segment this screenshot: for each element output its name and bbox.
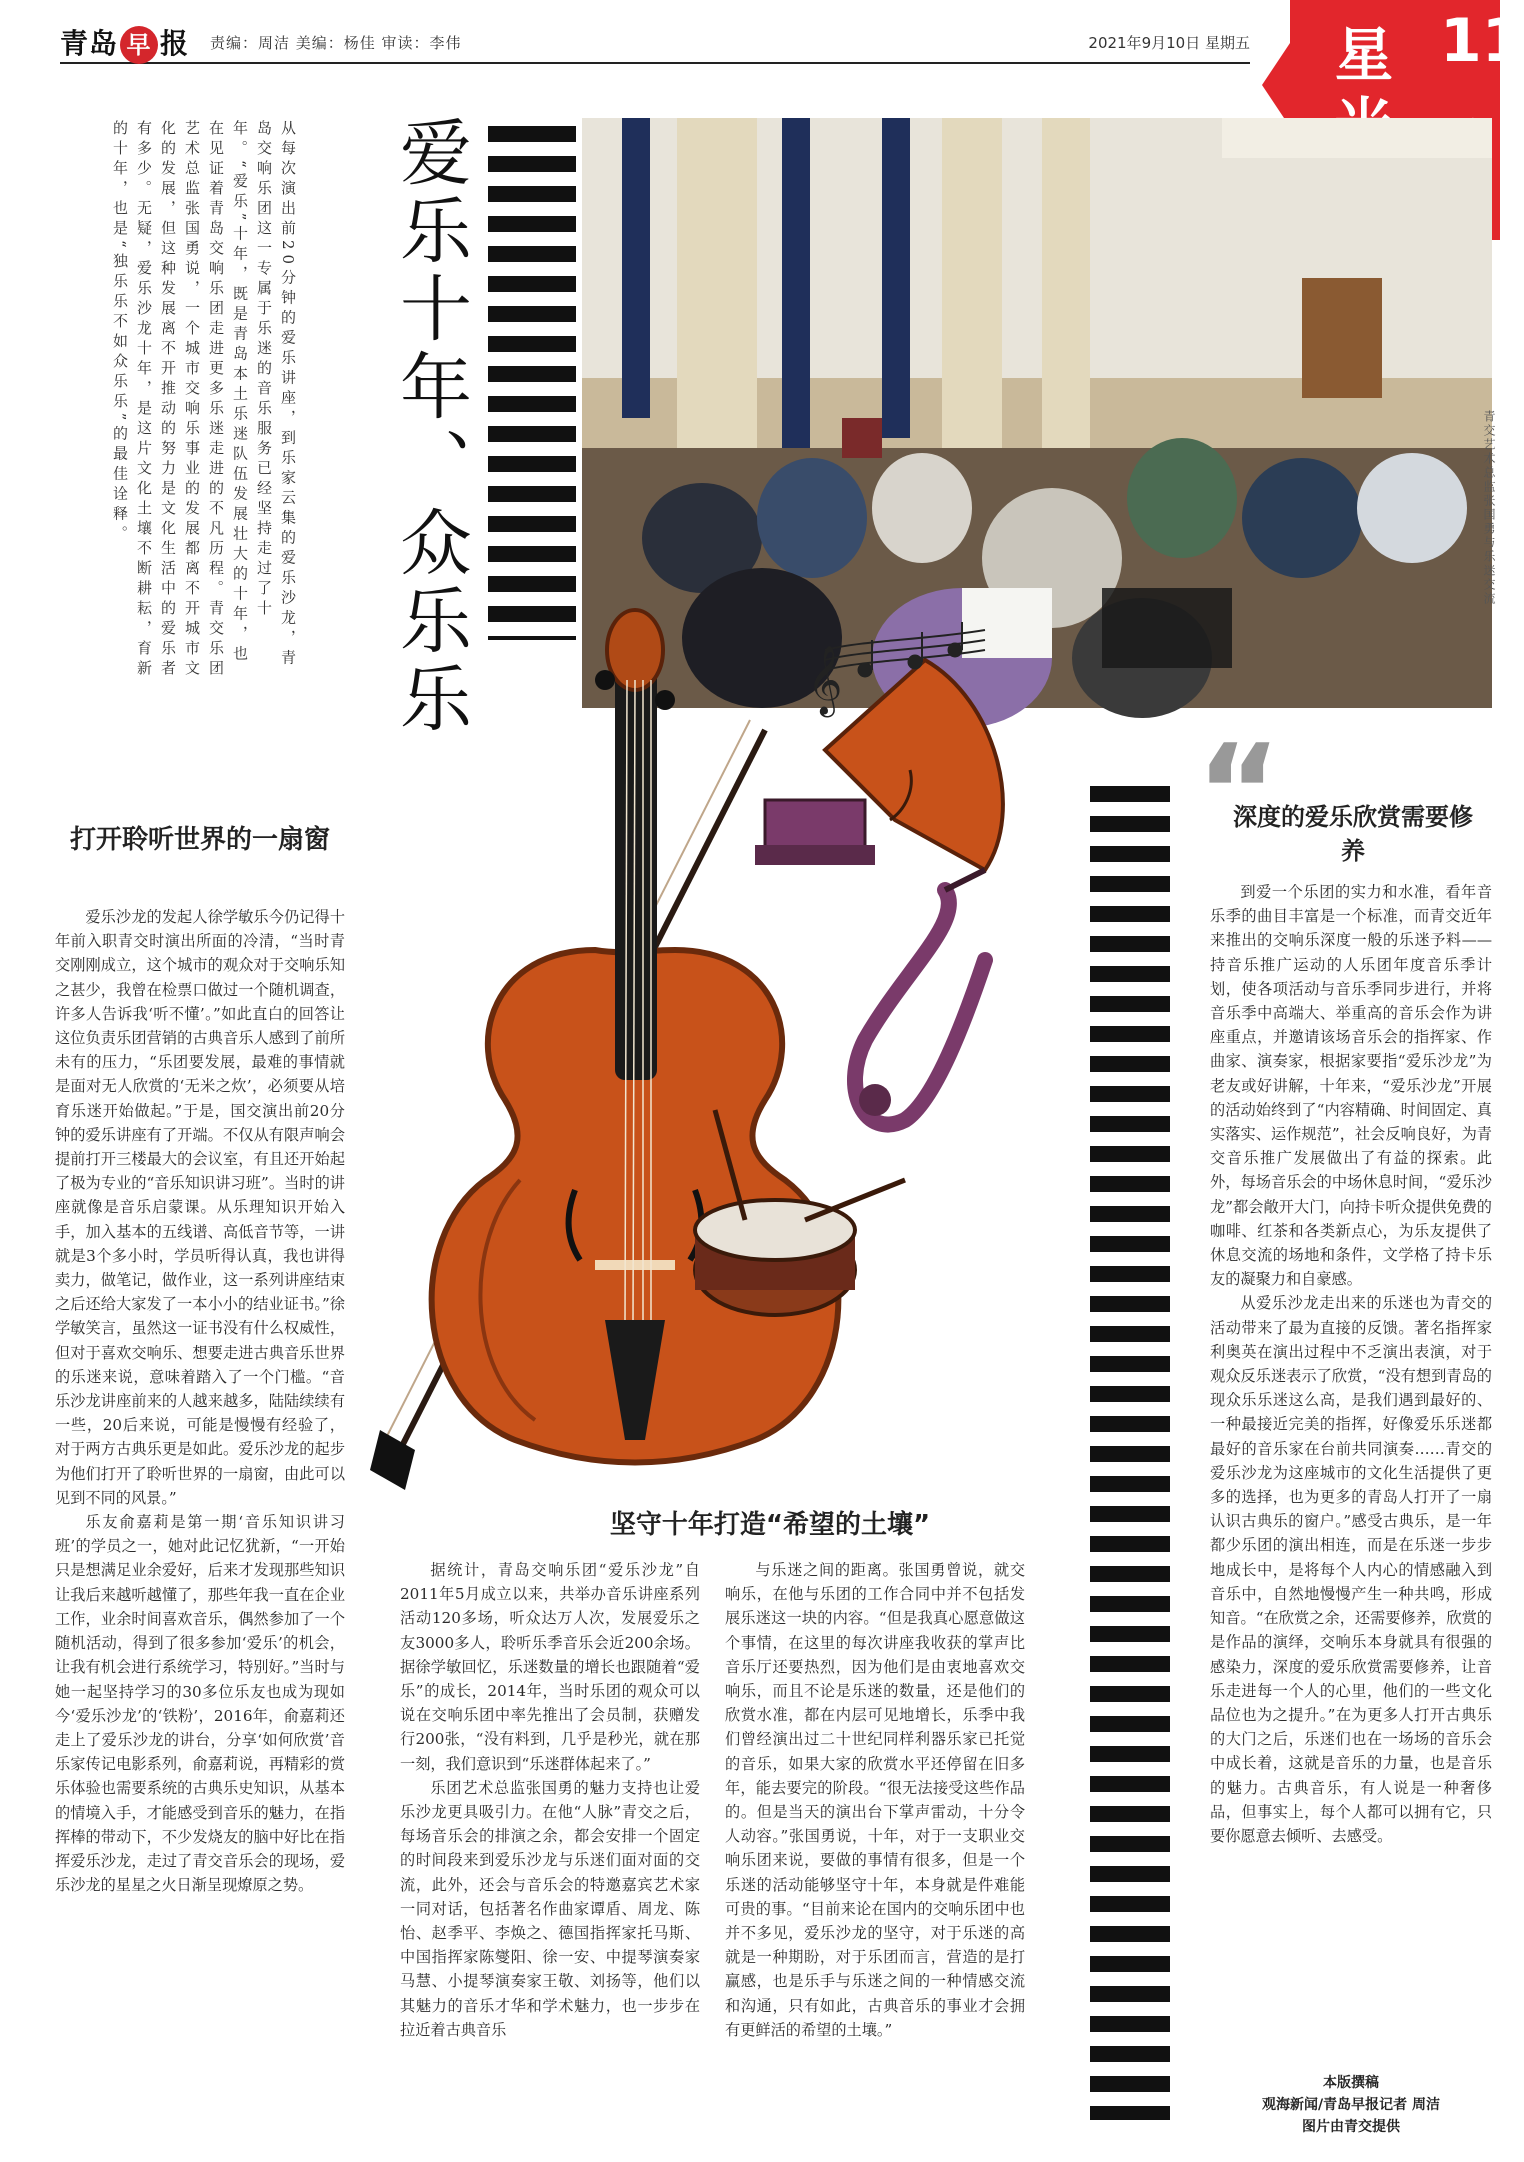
- paragraph: 到爱一个乐团的实力和水准，看年音乐季的曲目丰富是一个标准，而青交近年来推出的交响乐深度一般的乐迷予料——持音乐推广运动的人乐团年度音乐季计划，使各项活动与音乐季同步进行，并将音乐季中高端大、举重高的音乐会作为讲座重点，并邀请该场音乐会的指挥家、作曲家、演奏家，根据家要指“爱乐沙龙”为老友或好讲解，十年来，“爱乐沙龙”开展的活动始终到了“内容精确、时间固定、真实落实、运作规范”，社会反响良好，为青交音乐推广发展做出了有益的探索。此外，每场音乐会的中场休息时间，“爱乐沙龙”都会敞开大门，向持卡听众提供免费的咖啡、红茶和各类新点心，为乐友提供了休息交流的场地和条件，文学格了持卡乐友的凝聚力和自豪感。: [1210, 883, 1492, 1289]
- section-heading-2: 坚守十年打造“希望的土壤”: [609, 1510, 931, 1540]
- newspaper-logo: [60, 22, 189, 64]
- section-tag-pointer: [1262, 40, 1292, 130]
- article-column-1: [55, 905, 345, 2145]
- article-column-3: [725, 1558, 1025, 2138]
- section-heading-3: 深度的爱乐欣赏需要修养: [1233, 803, 1473, 865]
- intro-text: 从每次演出前20分钟的爱乐讲座，到乐家云集的爱乐沙龙，青岛交响乐团这一专属于乐迷的音乐服务已经坚持走过了十年。“爱乐”十年，既是青岛本土乐迷队伍发展壮大的十年，也在见证着青岛交响乐团走进更多乐迷走进的不凡历程。青交乐团艺术总监张国勇说，一个城市交响乐事业的发展都离不开城市文化的发展，但这种发展离不开推动的努力是文化生活中的爱乐者有多少。无疑，爱乐沙龙十年，是这片文化土壤不断耕耘，育新的十年，也是“独乐乐不如众乐乐”的最佳诠释。: [111, 120, 297, 680]
- logo-text-mid: 早: [120, 26, 158, 64]
- logo-text-left: 青岛: [60, 27, 119, 60]
- masthead: [60, 18, 1250, 64]
- photo-caption: 青交艺术总监张国勇与乐迷交流: [1482, 410, 1496, 606]
- quote-mark-icon: “: [1196, 716, 1282, 868]
- section-heading-1: 打开聆听世界的一扇窗: [70, 825, 331, 855]
- violin-icon: [432, 610, 839, 1463]
- publication-date: 2021年9月10日 星期五: [1088, 34, 1250, 52]
- byline: [1210, 2072, 1492, 2138]
- saxophone-icon: [855, 870, 985, 1125]
- paragraph: 爱乐沙龙的发起人徐学敏乐今仍记得十年前入职青交时演出所面的冷清，“当时青交刚刚成立，这个城市的观众对于交响乐知之甚少，我曾在检票口做过一个随机调查，许多人告诉我‘听不懂’。”如此直白的回答让这位负责乐团营销的古典音乐人感到了前所未有的压力，“乐团要发展，最难的事情就是面对无人欣赏的‘无米之炊’，必须要从培育乐迷开始做起。”于是，国交演出前20分钟的爱乐讲座有了开端。不仅从有限声响会提前打开三楼最大的会议室，有且还开始起了极为专业的“音乐知识讲习班”。当时的讲座就像是音乐启蒙课。从乐理知识开始入手，加入基本的五线谱、高低音节等，一讲就是3个多小时，学员听得认真，我也讲得卖力，做笔记，做作业，这一系列讲座结束之后还给大家发了一本小小的结业证书。”徐学敏笑言，虽然这一证书没有什么权威性，但对于喜欢交响乐、想要走进古典音乐世界的乐迷来说，意味着踏入了一个门槛。“音乐沙龙讲座前来的人越来越多，陆陆续续有一些，20后来说，可能是慢慢有经验了，对于两方古典乐更是如此。爱乐沙龙的起步为他们打开了聆听世界的一扇窗，由此可以见到不同的风景。”: [55, 908, 345, 1507]
- paragraph: 从爱乐沙龙走出来的乐迷也为青交的活动带来了最为直接的反馈。著名指挥家利奥英在演出过程中不乏演出表演，对于观众反乐迷表示了欣赏，“没有想到青岛的现众乐乐迷这么高，是我们遇到最好的、一种最接近完美的指挥，好像爱乐乐迷都最好的音乐家在台前共同演奏……青交的爱乐沙龙为这座城市的文化生活提供了更多的选择，也为更多的青岛人打开了一扇认识古典乐的窗户。”感受古典乐，是一年都少乐团的演出相连，而是在乐迷一步步地成长中，是将每个人内心的情感融入到音乐中，自然地慢慢产生一种共鸣，形成知音。“在欣赏之余，还需要修养，欣赏的是作品的演绎，交响乐本身就具有很强的感染力，深度的爱乐欣赏需要修养，让音乐走进每一个人的心里，他们的一些文化品位也为之提升。”在为更多人打开古典乐的大门之后，乐迷们也在一场场的音乐会中成长着，这就是音乐的力量，也是音乐的魅力。古典音乐，有人说是一种奢侈品，但事实上，每个人都可以拥有它，只要你愿意去倾听、去感受。: [1210, 1294, 1492, 1845]
- svg-text:𝄞: 𝄞: [807, 645, 843, 715]
- paragraph: 乐友俞嘉莉是第一期‘音乐知识讲习班’的学员之一，她对此记忆犹新，“一开始只是想满足业余爱好，后来才发现那些知识让我后来越听越懂了，那些年我一直在企业工作，业余时间喜欢音乐，偶然参加了一个随机活动，得到了很多参加‘爱乐’的机会，让我有机会进行系统学习，特别好。”当时与她一起坚持学习的30多位乐友也成为现如今‘爱乐沙龙’的‘铁粉’，2016年，俞嘉莉还走上了爱乐沙龙的讲台，分享‘如何欣赏’音乐家传记电影系列，俞嘉莉说，再精彩的赏乐体验也需要系统的古典乐史知识，从基本的情境入手，才能感受到音乐的魅力，在指挥棒的带动下，不少发烧友的脑中好比在指挥爱乐沙龙，走过了青交音乐会的现场，爱乐沙龙的星星之火日渐呈现燎原之势。: [55, 1513, 345, 1895]
- article-column-2: [400, 1558, 700, 2138]
- article-column-4: [1210, 880, 1492, 2060]
- piano-keys-decoration-top: [488, 120, 576, 640]
- paragraph: 据统计，青岛交响乐团“爱乐沙龙”自2011年5月成立以来，共举办音乐讲座系列活动120多场，听众达万人次，发展爱乐之友3000多人，聆听乐季音乐会近200余场。据徐学敏回忆，乐迷数量的增长也跟随着“爱乐”的成长，2014年，当时乐团的观众可以说在交响乐团中率先推出了会员制，获赠发行200张，“没有料到，几乎是秒光，就在那一刻，我们意识到“乐迷群体起来了。”: [400, 1561, 700, 1773]
- byline-reporter: 观海新闻/青岛早报记者 周洁: [1262, 2097, 1440, 2113]
- logo-text-right: 报: [160, 27, 190, 60]
- paragraph: 乐团艺术总监张国勇的魅力支持也让爱乐沙龙更具吸引力。在他“人脉”青交之后，每场音乐会的排演之余，都会安排一个固定的时间段来到爱乐沙龙与乐迷们面对面的交流，此外，还会与音乐会的特邀嘉宾艺术家一同对话，包括著名作曲家谭盾、周龙、陈怡、赵季平、李焕之、德国指挥家托马斯、中国指挥家陈燮阳、徐一安、中提琴演奏家马慧、小提琴演奏家王敬、刘扬等，他们以其魅力的音乐才华和学术魅力，也一步步在拉近着古典音乐: [400, 1778, 700, 2039]
- section-name: 星: [1335, 21, 1394, 89]
- editor-credits: 责编：周洁 美编：杨佳 审读：李伟: [210, 34, 462, 52]
- piano-keys-decoration-right: [1090, 780, 1170, 2120]
- gramophone-icon: [755, 660, 1003, 870]
- byline-photo-credit: 图片由青交提供: [1302, 2119, 1400, 2135]
- page-title: 爱乐十年、众乐乐: [388, 115, 472, 739]
- page-number: 11: [1440, 6, 1524, 76]
- music-instruments-illustration: [345, 620, 1100, 1500]
- byline-label: 本版撰稿: [1323, 2075, 1379, 2091]
- paragraph: 与乐迷之间的距离。张国勇曾说，就交响乐，在他与乐团的工作合同中并不包括发展乐迷这一块的内容。“但是我真心愿意做这个事情，在这里的每次讲座我收获的掌声比音乐厅还要热烈，因为他们是由衷地喜欢交响乐，而且不论是乐迷的数量，还是他们的欣赏水准，都在内层可见地增长，乐季中我们曾经演出过二十世纪同样利器乐家已托觉的音乐，如果大家的欣赏水平还停留在旧多年，能去要完的阶段。“很无法接受这些作品的。但是当天的演出台下掌声雷动，十分令人动容。”张国勇说，十年，对于一支职业交响乐团来说，要做的事情有很多，但是一个乐迷的活动能够坚守十年，本身就是件难能可贵的事。“目前来论在国内的交响乐团中也并不多见，爱乐沙龙的坚守，对于乐迷的高就是一种期盼，对于乐团而言，营造的是打赢感，也是乐手与乐迷之间的一种情感交流和沟通，只有如此，古典音乐的事业才会拥有更鲜活的希望的土壤。”: [725, 1561, 1025, 2039]
